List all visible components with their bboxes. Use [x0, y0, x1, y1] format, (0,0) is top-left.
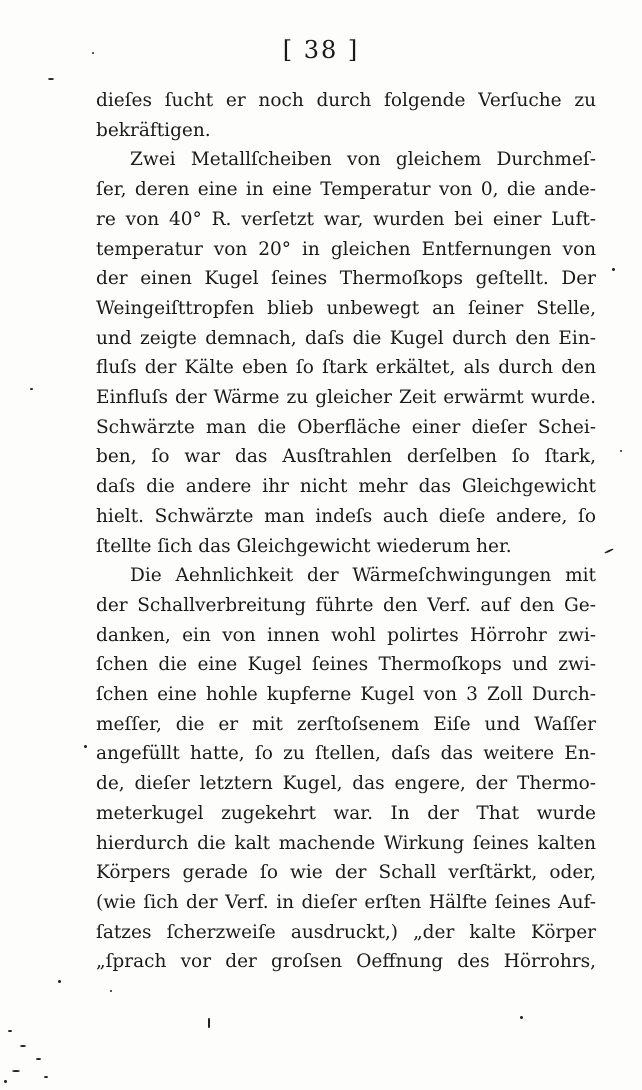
text-line: und zeigte demnach, daſs die Kugel durch den Ein- [96, 327, 596, 349]
scan-speck [8, 1030, 12, 1032]
scan-speck [520, 1016, 523, 1019]
scan-speck [58, 980, 61, 983]
scan-speck [30, 388, 33, 390]
text-line: daſs die andere ihr nicht mehr das Gleichgewicht [96, 476, 596, 498]
scan-speck [36, 1058, 41, 1060]
page-header: [ 38 ] [282, 36, 360, 64]
text-line: fluſs der Kälte eben ſo ſtark erkältet, als durch den [96, 357, 596, 379]
text-line: Einfluſs der Wärme zu gleicher Zeit erwärmt wurde. [96, 387, 596, 409]
text-line: der einen Kugel ſeines Thermoſkops geſtellt. Der [96, 268, 596, 290]
text-line: der Schallverbreitung führte den Verf. auf den Ge- [96, 594, 596, 616]
scan-speck [620, 450, 622, 452]
text-line: dieſes ſucht er noch durch folgende Verſuche zu [96, 90, 596, 111]
text-line: ſchen die eine Kugel ſeines Thermoſkops und zwi- [96, 654, 596, 676]
text-line: temperatur von 20° in gleichen Entfernungen von [96, 238, 596, 260]
text-line: Weingeiſttropfen blieb unbewegt an ſeiner Stelle, [96, 297, 596, 319]
scan-speck [20, 1045, 26, 1047]
text-line: Schwärzte man die Oberfläche einer dieſer Schei- [96, 416, 596, 438]
text-line: ſatzes ſcherzweiſe ausdruckt,) „der kalte Körper [96, 921, 596, 943]
text-line: (wie ſich der Verf. in dieſer erſten Hälfte ſeines Auf- [96, 891, 596, 913]
scan-speck [92, 52, 94, 54]
scan-speck [44, 1076, 48, 1078]
text-line: de, dieſer letztern Kugel, das engere, der Thermo- [96, 773, 596, 795]
text-line: ben, ſo war das Ausſtrahlen derſelben ſo ſtark, [96, 446, 596, 468]
text-line: Die Aehnlichkeit der Wärmeſchwingungen mit [130, 565, 596, 587]
text-line: bekräftigen. [96, 119, 211, 141]
scan-speck [12, 1070, 20, 1072]
scan-speck [84, 745, 87, 748]
text-line: ſtellte ſich das Gleichgewicht wiederum her. [96, 535, 512, 557]
scan-speck [604, 548, 614, 554]
scan-speck [48, 78, 54, 80]
text-line: danken, ein von innen wohl polirtes Hörrohr zwi- [96, 624, 596, 646]
text-line: ſchen eine hohle kupferne Kugel von 3 Zoll Durch- [96, 684, 596, 706]
text-line: re von 40° R. verſetzt war, wurden bei einer Luft- [96, 208, 596, 230]
page-body-text [96, 86, 596, 977]
text-line: Zwei Metallſcheiben von gleichem Durchmeſ- [130, 149, 596, 171]
text-line: ſer, deren eine in eine Temperatur von 0, die ande- [96, 179, 596, 201]
scan-speck [612, 268, 615, 271]
scan-speck [4, 1080, 7, 1083]
text-line: meſſer, die er mit zerſtoſsenem Eiſe und Waſſer [96, 713, 596, 735]
text-line: „ſprach vor der groſsen Oeffnung des Hörrohrs, [96, 951, 596, 973]
text-line: hielt. Schwärzte man indeſs auch dieſe andere, ſo [96, 505, 596, 527]
text-line: angefüllt hatte, ſo zu ſtellen, daſs das weitere En- [96, 743, 596, 765]
scan-speck [208, 1018, 210, 1028]
text-line: hierdurch die kalt machende Wirkung ſeines kalten [96, 832, 596, 854]
scan-speck [110, 990, 112, 992]
text-line: meterkugel zugekehrt war. In der That wurde [96, 802, 596, 824]
text-line: Körpers gerade ſo wie der Schall verſtärkt, oder, [96, 862, 596, 884]
